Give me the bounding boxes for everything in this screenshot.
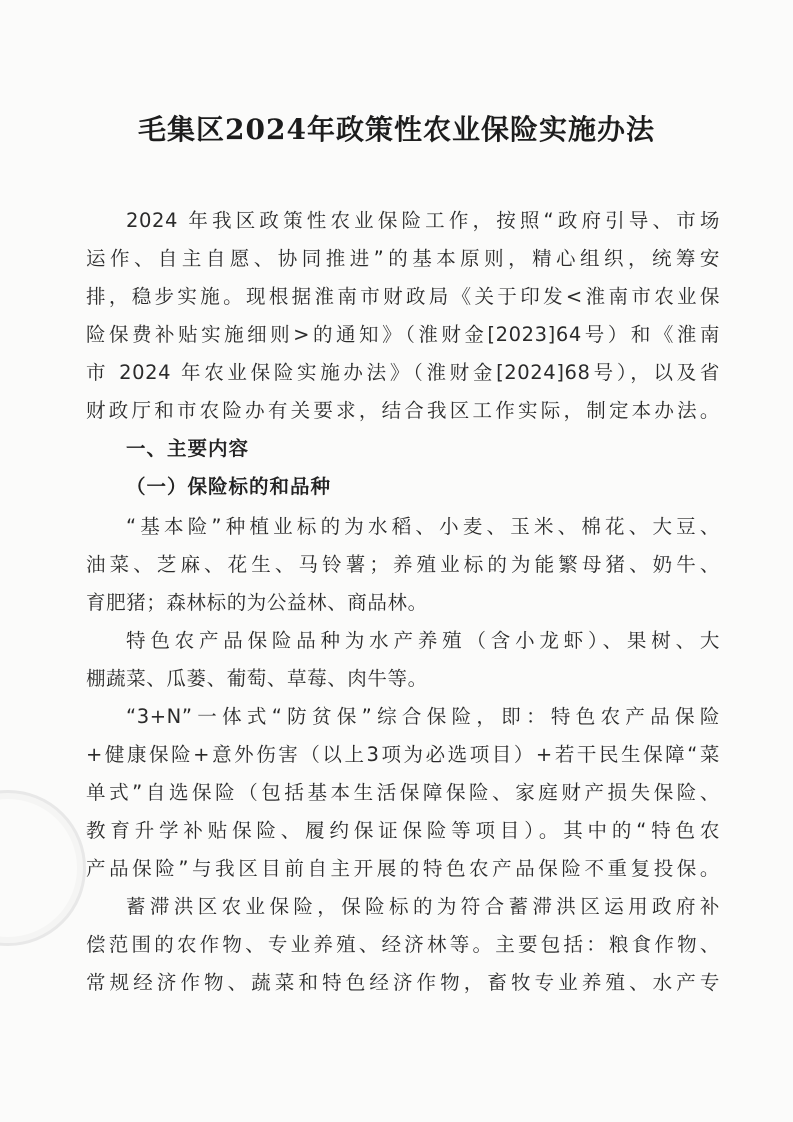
text-line: 特色农产品保险品种为水产养殖（含小龙虾）、果树、大: [126, 629, 720, 652]
text-line: 险保费补贴实施细则>的通知》（淮财金[2023]64号）和《淮南: [86, 323, 720, 346]
subsection-heading: （一）保险标的和品种: [126, 475, 332, 498]
seal-stamp: [0, 790, 86, 946]
text-line: 产品保险”与我区目前自主开展的特色农产品保险不重复投保。: [86, 857, 720, 880]
text-line: 棚蔬菜、瓜蒌、葡萄、草莓、肉牛等。: [86, 667, 428, 690]
document-title: 毛集区2024年政策性农业保险实施办法: [138, 113, 655, 146]
text-line: 蓄滞洪区农业保险，保险标的为符合蓄滞洪区运用政府补: [126, 895, 720, 918]
text-line: +健康保险+意外伤害（以上3项为必选项目）+若干民生保障“菜: [86, 743, 720, 766]
text-line: 单式”自选保险（包括基本生活保障保险、家庭财产损失保险、: [86, 781, 720, 804]
text-line: 教育升学补贴保险、履约保证保险等项目）。其中的“特色农: [86, 819, 720, 842]
text-line: “3+N”一体式“防贫保”综合保险，即：特色农产品保险: [126, 705, 720, 728]
section-heading: 一、主要内容: [126, 437, 250, 460]
text-line: 运作、自主自愿、协同推进”的基本原则，精心组织，统筹安: [86, 247, 720, 270]
text-line: 油菜、芝麻、花生、马铃薯；养殖业标的为能繁母猪、奶牛、: [86, 553, 720, 576]
text-line: 排，稳步实施。现根据淮南市财政局《关于印发<淮南市农业保: [86, 285, 720, 308]
text-line: “基本险”种植业标的为水稻、小麦、玉米、棉花、大豆、: [126, 515, 720, 538]
text-line: 市 2024 年农业保险实施办法》（淮财金[2024]68号），以及省: [86, 361, 720, 384]
text-line: 财政厅和市农险办有关要求，结合我区工作实际，制定本办法。: [86, 399, 720, 422]
text-line: 偿范围的农作物、专业养殖、经济林等。主要包括：粮食作物、: [86, 933, 720, 956]
text-line: 育肥猪；森林标的为公益林、商品林。: [86, 591, 428, 614]
text-line: 2024 年我区政策性农业保险工作，按照“政府引导、市场: [126, 209, 720, 232]
text-line: 常规经济作物、蔬菜和特色经济作物，畜牧专业养殖、水产专: [86, 971, 720, 994]
